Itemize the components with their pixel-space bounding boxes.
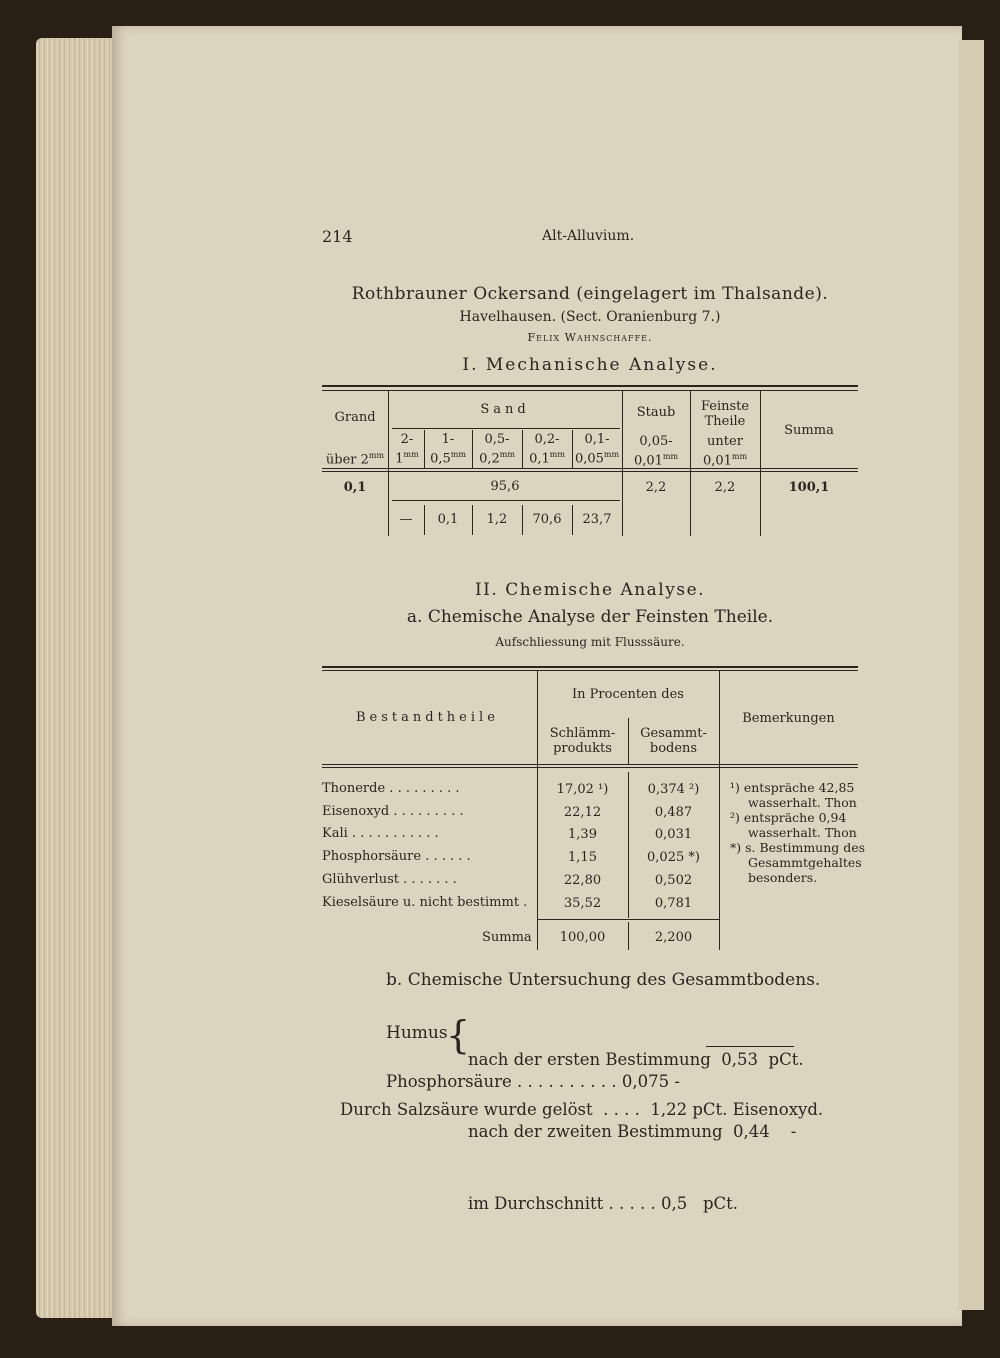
- row-name: Kieselsäure u. nicht bestimmt .: [322, 895, 528, 910]
- sand-value: 23,7: [582, 512, 612, 527]
- row-name: Kali . . . . . . . . . . .: [322, 826, 439, 841]
- feinste-header: Feinste Theile: [700, 399, 750, 429]
- summa-value: 100,1: [788, 480, 830, 495]
- sand-col-5: 0,1- $0,05^{mm}$: [574, 432, 620, 467]
- row-name: Eisenoxyd . . . . . . . . .: [322, 804, 464, 819]
- bestandtheile-header: Bestandtheile: [356, 710, 499, 725]
- sand-col-4: 0,2- $0,1^{mm}$: [529, 432, 565, 467]
- row-value-a: 22,80: [563, 873, 602, 888]
- location: Havelhausen. (Sect. Oranienburg 7.): [459, 309, 721, 325]
- grand-subheader: über $2^{mm}$: [325, 451, 385, 468]
- author: Felix Wahnschaffe.: [527, 331, 653, 344]
- section1-heading: I. Mechanische Analyse.: [462, 355, 718, 375]
- row-value-a: 1,15: [568, 850, 597, 865]
- brace-icon: {: [446, 1013, 471, 1057]
- procent-header: In Procenten des: [572, 687, 684, 702]
- sand-value: 0,1: [437, 512, 459, 527]
- method-note: Aufschliessung mit Flusssäure.: [495, 635, 685, 649]
- sand-col-1: 2- $1^{mm}$: [395, 432, 419, 467]
- schlamm-header: Schlämm- produkts: [549, 726, 616, 756]
- row-name: Phosphorsäure . . . . . .: [322, 849, 471, 864]
- page-title: Rothbrauner Ockersand (eingelagert im Thalsande).: [351, 284, 829, 304]
- row-value-b: 0,374 ²): [647, 782, 700, 797]
- row-value-a: 1,39: [568, 827, 597, 842]
- sand-col-2: 1- $0,5^{mm}$: [430, 432, 466, 467]
- feinste-value: 2,2: [714, 480, 736, 495]
- humus-label: Humus: [386, 1023, 448, 1043]
- summa-label: Summa: [482, 930, 532, 945]
- next-page-edge: [958, 40, 984, 1310]
- phosphor-line: Phosphorsäure . . . . . . . . . . 0,075 -: [386, 1072, 680, 1091]
- summa-a: 100,00: [559, 930, 606, 945]
- row-value-a: 17,02 ¹): [556, 782, 609, 797]
- sand-value: 1,2: [486, 512, 508, 527]
- grand-value: 0,1: [343, 480, 367, 495]
- row-value-b: 0,781: [654, 896, 693, 911]
- row-value-b: 0,031: [654, 827, 693, 842]
- row-name: Glühverlust . . . . . . .: [322, 872, 457, 887]
- row-value-b: 0,025 *): [647, 850, 700, 865]
- staub-value: 2,2: [645, 480, 667, 495]
- sand-value: —: [399, 512, 413, 527]
- summa-b: 2,200: [654, 930, 693, 945]
- sand-total: 95,6: [490, 479, 520, 494]
- row-value-b: 0,487: [654, 805, 693, 820]
- section2-heading: II. Chemische Analyse.: [474, 580, 706, 600]
- summa-header: Summa: [784, 423, 834, 438]
- gesammt-header: Gesammt- bodens: [640, 726, 707, 756]
- feinste-subheader: unter $0,01^{mm}$: [702, 434, 748, 469]
- section-b-heading: b. Chemische Untersuchung des Gesammtbodens.: [386, 970, 821, 990]
- sand-header: Sand: [480, 402, 530, 417]
- humus-lines: nach der ersten Bestimmung 0,53 pCt. nach der zweiten Bestimmung 0,44 - im Durchschnitt . . . . . 0,5 pCt.: [468, 1050, 804, 1213]
- running-title: Alt-Alluvium.: [542, 228, 635, 244]
- section2a-heading: a. Chemische Analyse der Feinsten Theile.: [406, 607, 774, 627]
- sand-value: 70,6: [532, 512, 562, 527]
- sand-col-3: 0,5- $0,2^{mm}$: [479, 432, 515, 467]
- row-name: Thonerde . . . . . . . . .: [322, 781, 460, 796]
- salzsaeure-line: Durch Salzsäure wurde gelöst . . . . 1,22 pCt. Eisenoxyd.: [340, 1100, 824, 1119]
- row-value-b: 0,502: [654, 873, 693, 888]
- page-number: 214: [322, 227, 353, 246]
- remarks: ¹) entspräche 42,85 wasserhalt. Thon ²) entspräche 0,94 wasserhalt. Thon *) s. Bestimmung des Gesammtgehaltes besonders.: [730, 780, 866, 885]
- row-value-a: 22,12: [563, 805, 602, 820]
- staub-header: Staub: [636, 405, 676, 420]
- row-value-a: 35,52: [563, 896, 602, 911]
- bemerkungen-header: Bemerkungen: [742, 711, 835, 726]
- staub-subheader: 0,05- $0,01^{mm}$: [633, 434, 679, 469]
- grand-header: Grand: [334, 410, 376, 425]
